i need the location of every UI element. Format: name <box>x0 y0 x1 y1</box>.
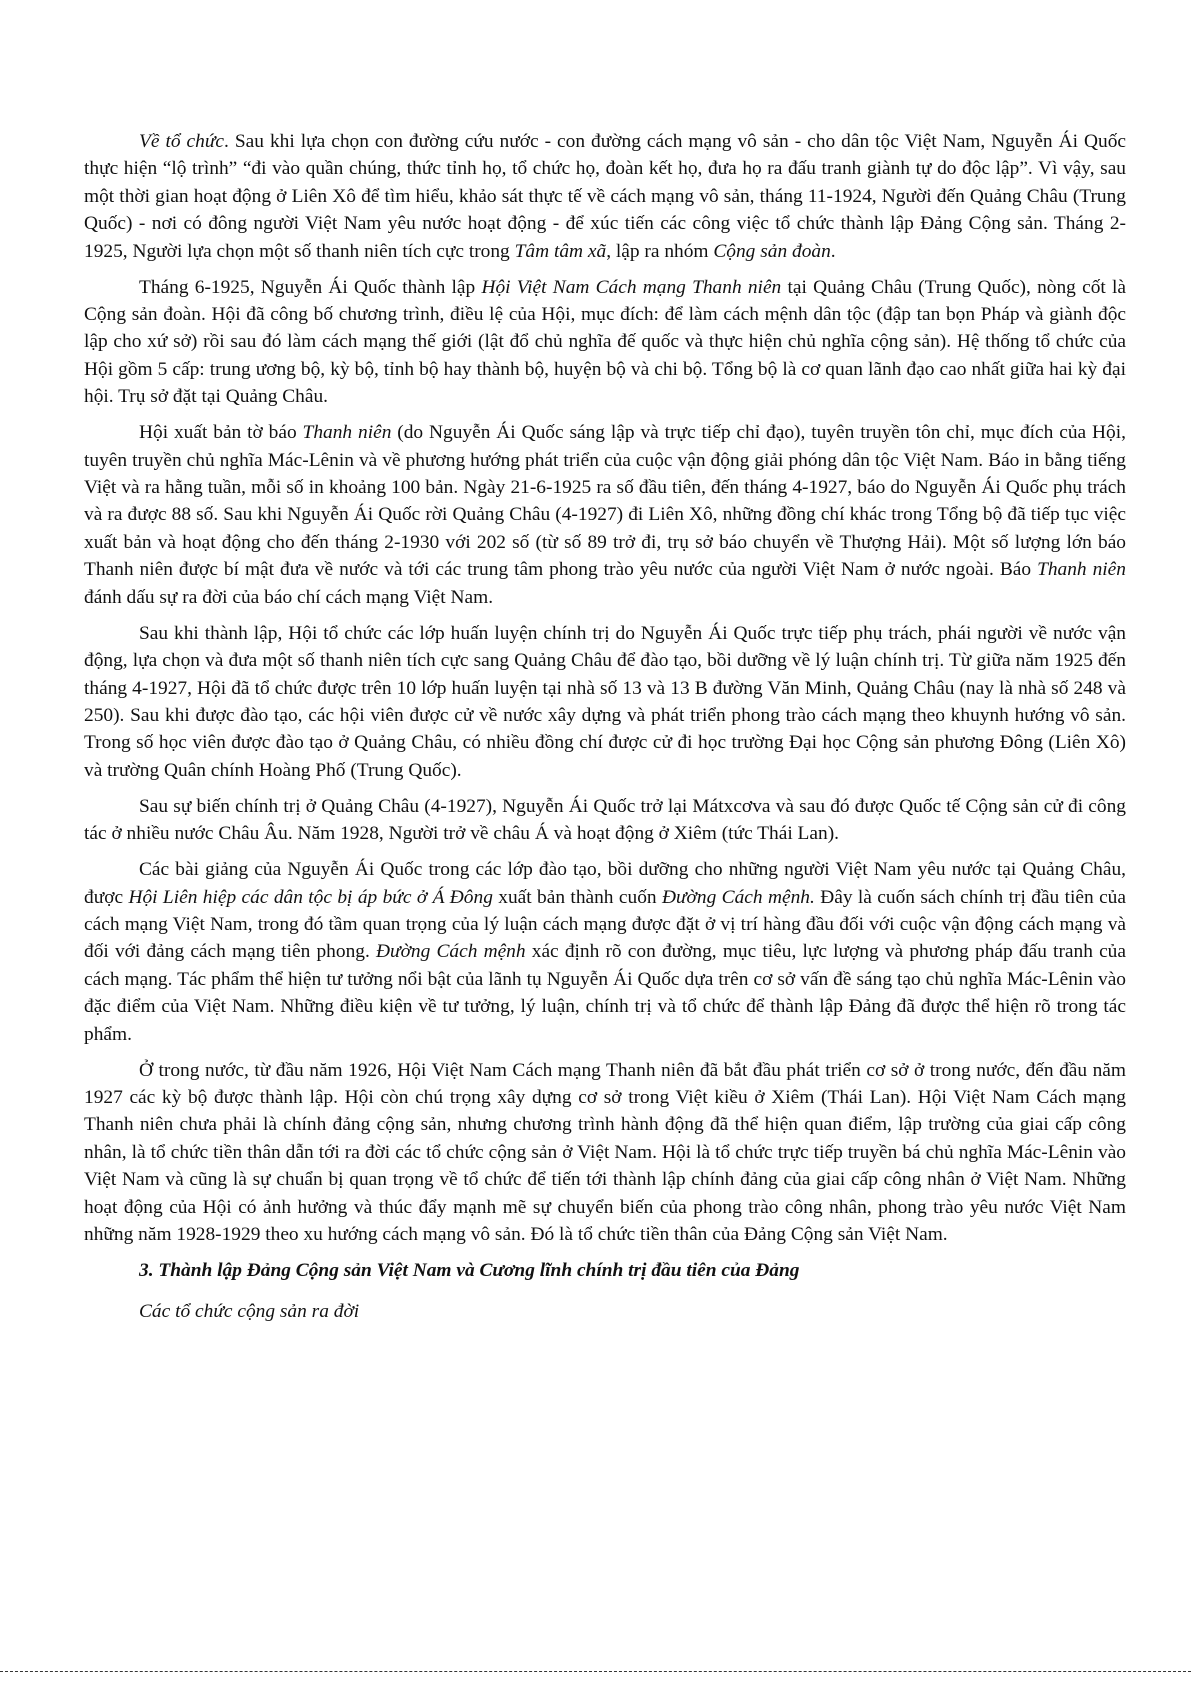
paragraph-founding-association <box>84 274 1126 411</box>
text-run: Ở trong nước, từ đầu năm 1926, Hội Việt Nam Cách mạng Thanh niên đã bắt đầu phát triển cơ sở ở trong nước, đến đầu năm 1927 các kỳ bộ được thành lập. Hội còn chú trọng xây dựng cơ sở trong Việt kiều ở Xiêm (Thái Lan). Hội Việt Nam Cách mạng Thanh niên chưa phải là chính đảng cộng sản, nhưng chương trình hành động đã thể hiện quan điểm, lập trường của giai cấp công nhân, là tổ chức tiền thân dẫn tới ra đời các tổ chức cộng sản ở Việt Nam. Hội là tổ chức trực tiếp truyền bá chủ nghĩa Mác-Lênin vào Việt Nam và cũng là sự chuẩn bị quan trọng về tổ chức để tiến tới thành lập chính đảng của giai cấp công nhân ở Việt Nam. Những hoạt động của Hội có ảnh hưởng và thúc đẩy mạnh mẽ sự chuyển biến của phong trào công nhân, phong trào yêu nước Việt Nam những năm 1928-1929 theo xu hướng cách mạng vô sản. Đó là tổ chức tiền thân của Đảng Cộng sản Việt Nam. <box>84 1059 1126 1245</box>
paragraph-training-classes <box>84 620 1126 784</box>
text-run: Tháng 6-1925, Nguyễn Ái Quốc thành lập <box>139 276 482 298</box>
italic-text-run: Về tổ chức <box>139 131 225 152</box>
italic-text-run: Thanh niên <box>1037 559 1126 581</box>
text-run: . <box>830 240 836 262</box>
subsection-heading: Các tổ chức cộng sản ra đời <box>139 1301 360 1323</box>
italic-text-run: Hội Việt Nam Cách mạng Thanh niên <box>481 276 782 298</box>
italic-text-run: Đường Cách mệnh <box>375 941 526 963</box>
footer-divider <box>0 1671 1191 1672</box>
paragraph-thanh-nien-newspaper <box>84 419 1126 611</box>
text-run: , lập ra nhóm <box>606 240 714 262</box>
text-run: Hội xuất bản tờ báo <box>139 422 303 444</box>
italic-text-run: Hội Liên hiệp các dân tộc bị áp bức ở Á Đông <box>128 886 493 908</box>
italic-text-run: Thanh niên <box>302 422 392 444</box>
paragraph-organization <box>84 128 1126 265</box>
italic-text-run: Tâm tâm xã <box>514 240 607 262</box>
italic-text-run: Cộng sản đoàn <box>713 240 831 262</box>
text-run: đánh dấu sự ra đời của báo chí cách mạng Việt Nam. <box>84 586 494 608</box>
text-run: (do Nguyễn Ái Quốc sáng lập và trực tiếp chỉ đạo), tuyên truyền tôn chỉ, mục đích của Hội, tuyên truyền chủ nghĩa Mác-Lênin và về phương hướng phát triển của cuộc vận động giải phóng dân tộc Việt Nam. Báo in bằng tiếng Việt và ra hằng tuần, mỗi số in khoảng 100 bản. Ngày 21-6-1925 ra số đầu tiên, đến tháng 4-1927, báo do Nguyễn Ái Quốc phụ trách và ra được 88 số. Sau khi Nguyễn Ái Quốc rời Quảng Châu (4-1927) đi Liên Xô, những đồng chí khác trong Tổng bộ đã tiếp tục việc xuất bản và hoạt động cho đến tháng 2-1930 với 202 số (từ số 89 trở đi, trụ sở báo chuyển về Thượng Hải). Một số lượng lớn báo Thanh niên được bí mật đưa về nước và tới các trung tâm phong trào yêu nước của người Việt Nam ở nước ngoài. Báo <box>84 422 1126 581</box>
italic-text-run: Đường Cách mệnh. <box>661 886 815 908</box>
paragraph-domestic-development <box>84 1057 1126 1249</box>
text-run: Sau khi thành lập, Hội tổ chức các lớp huấn luyện chính trị do Nguyễn Ái Quốc trực tiếp phụ trách, phái người về nước vận động, lựa chọn và đưa một số thanh niên tích cực sang Quảng Châu để đào tạo, bồi dưỡng về lý luận chính trị. Từ giữa năm 1925 đến tháng 4-1927, Hội đã tổ chức được trên 10 lớp huấn luyện tại nhà số 13 và 13 B đường Văn Minh, Quảng Châu (nay là nhà số 248 và 250). Sau khi được đào tạo, các hội viên được cử về nước xây dựng và phát triển phong trào cách mạng theo khuynh hướng vô sản. Trong số học viên được đào tạo ở Quảng Châu, có nhiều đồng chí được cử đi học trường Đại học Cộng sản phương Đông (Liên Xô) và trường Quân chính Hoàng Phố (Trung Quốc). <box>84 622 1126 781</box>
paragraph-canton-events <box>84 793 1126 848</box>
document-page <box>84 128 1126 1334</box>
paragraph-duong-cach-menh <box>84 856 1126 1048</box>
text-run: . Sau khi lựa chọn con đường cứu nước - con đường cách mạng vô sản - cho dân tộc Việt Nam, Nguyễn Ái Quốc thực hiện “lộ trình” “đi vào quần chúng, thức tỉnh họ, tổ chức họ, đoàn kết họ, đưa họ ra đấu tranh giành tự do độc lập”. Vì vậy, sau một thời gian hoạt động ở Liên Xô để tìm hiểu, khảo sát thực tế về cách mạng vô sản, tháng 11-1924, Người đến Quảng Châu (Trung Quốc) - nơi có đông người Việt Nam yêu nước hoạt động - để xúc tiến các công việc tổ chức thành lập Đảng Cộng sản. Tháng 2-1925, Người lựa chọn một số thanh niên tích cực trong <box>84 131 1126 262</box>
section-heading: 3. Thành lập Đảng Cộng sản Việt Nam và Cương lĩnh chính trị đầu tiên của Đảng <box>139 1260 800 1281</box>
text-run: xác định rõ con đường, mục tiêu, lực lượng và phương pháp đấu tranh của cách mạng. Tác phẩm thể hiện tư tưởng nổi bật của lãnh tụ Nguyễn Ái Quốc dựa trên cơ sở vấn đề sáng tạo chủ nghĩa Mác-Lênin vào đặc điểm của Việt Nam. Những điều kiện về tư tưởng, lý luận, chính trị và tổ chức để thành lập Đảng đã được thể hiện rõ trong tác phẩm. <box>84 941 1126 1045</box>
text-run: xuất bản thành cuốn <box>492 886 662 908</box>
text-run: Sau sự biến chính trị ở Quảng Châu (4-1927), Nguyễn Ái Quốc trở lại Mátxcơva và sau đó được Quốc tế Cộng sản cử đi công tác ở nhiều nước Châu Âu. Năm 1928, Người trở về châu Á và hoạt động ở Xiêm (tức Thái Lan). <box>84 795 1126 845</box>
text-run: Đây là cuốn sách chính trị đầu tiên của cách mạng Việt Nam, trong đó tầm quan trọng của lý luận cách mạng được đặt ở vị trí hàng đầu đối với cuộc vận động cách mạng và đối với đảng cách mạng tiên phong. <box>84 886 1126 963</box>
text-run: tại Quảng Châu (Trung Quốc), nòng cốt là Cộng sản đoàn. Hội đã công bố chương trình, điều lệ của Hội, mục đích: để làm cách mệnh dân tộc (đập tan bọn Pháp và giành độc lập cho xứ sở) rồi sau đó làm cách mạng thế giới (lật đổ chủ nghĩa đế quốc và thực hiện chủ nghĩa cộng sản). Hệ thống tổ chức của Hội gồm 5 cấp: trung ương bộ, kỳ bộ, tỉnh bộ hay thành bộ, huyện bộ và chi bộ. Tổng bộ là cơ quan lãnh đạo cao nhất giữa hai kỳ đại hội. Trụ sở đặt tại Quảng Châu. <box>84 276 1126 408</box>
text-run: Các bài giảng của Nguyễn Ái Quốc trong các lớp đào tạo, bồi dưỡng cho những người Việt Nam yêu nước tại Quảng Châu, được <box>84 859 1126 908</box>
